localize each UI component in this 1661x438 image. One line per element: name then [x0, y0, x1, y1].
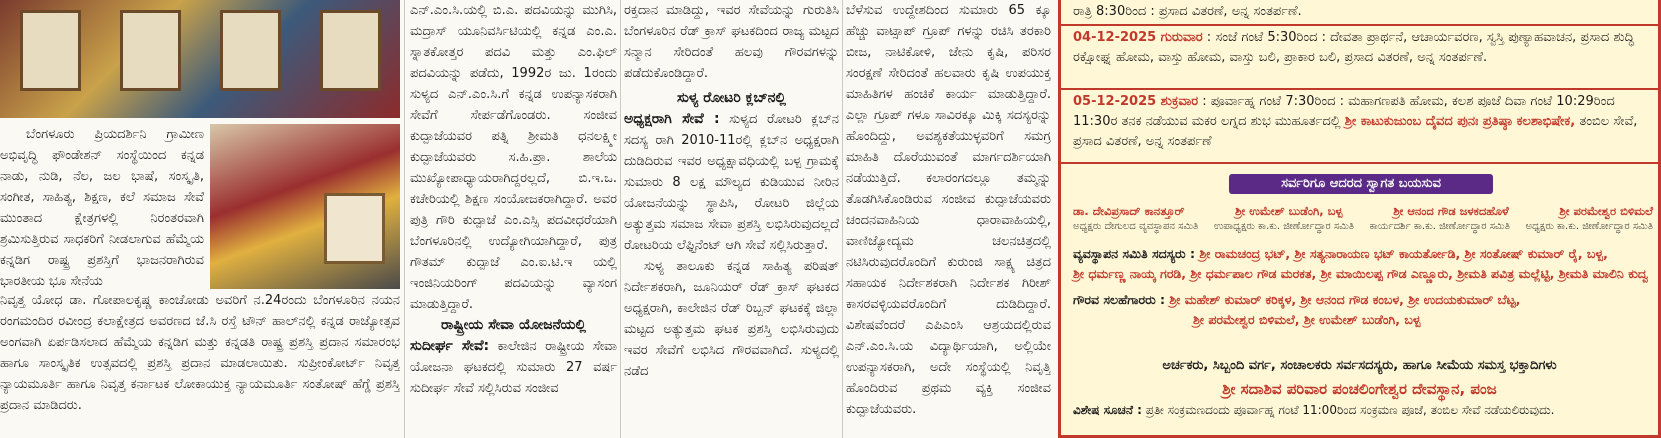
committee-label: ವ್ಯವಸ್ಥಾಪನ ಸಮಿತಿ ಸದಸ್ಯರು :: [1073, 246, 1195, 261]
ad-divider: [1061, 24, 1658, 26]
citation-frame: [220, 10, 281, 91]
article-column-1: [0, 0, 400, 438]
citation-frame: [120, 10, 181, 91]
ad-divider: [1061, 88, 1658, 90]
article-column-3: [624, 0, 839, 438]
host-roles: [1073, 221, 1653, 235]
article-paragraph: ಬೆಳೆಸುವ ಉದ್ದೇಶದಿಂದ ಸುಮಾರು 65 ಕ್ಕೂ ಹೆಚ್ಚು ವಾಟ್ಸಾಪ್ ಗ್ರೂಪ್ ಗಳನ್ನು ರಚಿಸಿ ತರಕಾರಿ ಬೀಜ, ನಾಟಿಕೋಳಿ, ಜೇನು ಕೃಷಿ, ಪರಿಸರ ಸಂರಕ್ಷಣೆ ಸೇರಿದಂತೆ ಹಲವಾರು ಕೃಷಿ ಉಪಯುಕ್ತ ಮಾಹಿತಿಗಳ ಹಂಚಿಕೆ ಕಾರ್ಯ ಮಾಡುತ್ತಿದ್ದಾರೆ. ಎಲ್ಲಾ ಗ್ರೂಪ್ ಗಳೂ ಸಾವಿರಕ್ಕೂ ಮಿಕ್ಕಿ ಸದಸ್ಯರನ್ನು ಹೊಂದಿದ್ದು, ಅವಶ್ಯಕತೆಯುಳ್ಳವರಿಗೆ ಸಮಗ್ರ ಮಾಹಿತಿ ದೊರೆಯುವಂತೆ ಮಾರ್ಗದರ್ಶಿಯಾಗಿ ನಡೆಯುತ್ತಿದೆ. ಕಲಾರಂಗದಲ್ಲೂ ತಮ್ಮನ್ನು ತೊಡಗಿಸಿಕೊಂಡಿರುವ ಸಂಜೀವ ಕುದ್ಪಾಜೆಯವರು ಚಂದನವಾಹಿನಿಯ ಧಾರಾವಾಹಿಯಲ್ಲಿ, ವಾಣಿಜ್ಯೋದ್ಯಮ ಚಲನಚಿತ್ರದಲ್ಲಿ ನಟಿಸಿರುವುದರೊಂದಿಗೆ ಕುರುಂಜಿ ಸಾಕ್ಷ್ಯ ಚಿತ್ರದ ಸಹಾಯಕ ನಿರ್ದೇಶಕರಾಗಿ ನಿರ್ದೇಶಕ ಗಿರೀಶ್ ಕಾಸರವಳ್ಳಿಯವರೊಂದಿಗೆ ದುಡಿದಿದ್ದಾರೆ. ವಿಶೇಷವೆಂದರೆ ಎಪಿಎಂಸಿ ಆಶ್ರಯದಲ್ಲಿರುವ ಎನ್.ಎಂ.ಸಿ.ಯ ವಿದ್ಯಾರ್ಥಿಯಾಗಿ, ಅಲ್ಲಿಯೇ ಉಪನ್ಯಾಸಕರಾಗಿ, ಅದೇ ಸಂಸ್ಥೆಯಲ್ಲಿ ನಿವೃತ್ತಿ ಹೊಂದಿರುವ ಪ್ರಥಮ ವ್ಯಕ್ತಿ ಸಂಜೀವ ಕುದ್ಪಾಜೆಯವರು.: [846, 3, 1051, 417]
citation-frame: [20, 10, 81, 91]
article-paragraph: [624, 109, 839, 256]
paragraph-text: ಸುಳ್ಯದ ರೋಟರಿ ಕ್ಲಬ್‌ನ ಸದಸ್ಯ ರಾಗಿ 2010-11ರಲ್ಲಿ ಕ್ಲಬ್‌ನ ಅಧ್ಯಕ್ಷರಾಗಿ ದುಡಿದಿರುವ ಇವರ ಅಧ್ಯಕ್ಷಾವಧಿಯಲ್ಲಿ ಬಳ್ಪ ಗ್ರಾಮಕ್ಕೆ ಸುಮಾರು 8 ಲಕ್ಷ ಮೌಲ್ಯದ ಕುಡಿಯುವ ನೀರಿನ ಯೋಜನೆಯನ್ನು ಸ್ಥಾಪಿಸಿ, ರೋಟರಿ ಜಿಲ್ಲೆಯ ಅತ್ಯುತ್ತಮ ಸಮಾಜ ಸೇವಾ ಪ್ರಶಸ್ತಿ ಲಭಿಸಿರುವುದಲ್ಲದೆ ರೋಟರಿಯ ಲೆಫ್ಟಿನೆಂಟ್ ಆಗಿ ಸೇವೆ ಸಲ್ಲಿಸಿರುತ್ತಾರೆ.: [624, 112, 839, 253]
citation-frame: [324, 193, 385, 264]
award-ceremony-photo: [0, 0, 400, 118]
welcome-banner: ಸರ್ವರಿಗೂ ಆದರದ ಸ್ವಾಗತ ಬಯಸುವ: [1229, 174, 1493, 194]
article-paragraph: ಬೆಂಗಳೂರು ಪ್ರಿಯದರ್ಶಿನಿ ಗ್ರಾಮೀಣ ಅಭಿವೃದ್ಧಿ ಫೌಂಡೇಶನ್ ಸಂಸ್ಥೆಯಿಂದ ಕನ್ನಡ ನಾಡು, ನುಡಿ, ನೆಲ, ಜಲ ಭಾಷೆ, ಸಂಸ್ಕೃತಿ, ಸಂಗೀತ, ಸಾಹಿತ್ಯ, ಶಿಕ್ಷಣ, ಕಲೆ ಸಮಾಜ ಸೇವೆ ಮುಂತಾದ ಕ್ಷೇತ್ರಗಳಲ್ಲಿ ನಿರಂತರವಾಗಿ ಶ್ರಮಿಸುತ್ತಿರುವ ಸಾಧಕರಿಗೆ ನೀಡಲಾಗುವ ಹೆಮ್ಮೆಯ ಕನ್ನಡಿಗ ರಾಷ್ಟ್ರ ಪ್ರಶಸ್ತಿಗೆ ಭಾಜನರಾಗಿರುವ ಭಾರತೀಯ ಭೂ ಸೇನೆಯ: [0, 127, 204, 289]
schedule-day-1: [1073, 28, 1653, 68]
host-role: ಕಾರ್ಯದರ್ಶಿ ಕಾ.ಕು. ಜೀರ್ಣೋದ್ಧಾರ ಸಮಿತಿ: [1369, 221, 1510, 232]
committee-members: [1073, 244, 1653, 284]
column-rule: [842, 0, 843, 438]
host-name: ಶ್ರೀ ಉಮೇಶ್ ಬುಡೆಂಗಿ, ಬಳ್ಪ: [1235, 204, 1343, 218]
schedule-day-2: [1073, 92, 1653, 152]
schedule-date: 05-12-2025 ಶುಕ್ರವಾರ: [1073, 94, 1199, 109]
article-paragraph: ನಿವೃತ್ತ ಯೋಧ ಡಾ. ಗೋಪಾಲಕೃಷ್ಣ ಕಾಂಚೋಡು ಅವರಿಗೆ ನ.24ರಂದು ಬೆಂಗಳೂರಿನ ನಯನ ರಂಗಮಂದಿರ ರವೀಂದ್ರ ಕಲಾಕ್ಷೇತ್ರದ ಅವರಣದ ಜೆ.ಸಿ ರಸ್ತೆ ಟೌನ್ ಹಾಲ್‌ನಲ್ಲಿ ಕನ್ನಡ ರಾಜ್ಯೋತ್ಸವ ಅಂಗವಾಗಿ ಏರ್ಪಡಿಸಲಾದ ಹೆಮ್ಮೆಯ ಕನ್ನಡಿಗ ಮತ್ತು ಕನ್ನಡತಿ ರಾಷ್ಟ್ರ ಪ್ರಶಸ್ತಿ ಪ್ರದಾನ ಸಮಾರಂಭ ಹಾಗೂ ಸಾಂಸ್ಕೃತಿಕ ಉತ್ಸವದಲ್ಲಿ ಪ್ರಶಸ್ತಿ ಪ್ರದಾನ ಮಾಡಲಾಯಿತು. ಸುಪ್ರೀಂಕೋರ್ಟ್ ನಿವೃತ್ತ ನ್ಯಾಯಮೂರ್ತಿ ಹಾಗೂ ನಿವೃತ್ತ ಕರ್ನಾಟಕ ಲೋಕಾಯುಕ್ತ ನ್ಯಾಯಮೂರ್ತಿ ಸಂತೋಷ್ ಹೆಗ್ಡೆ ಪ್ರಶಸ್ತಿ ಪ್ರದಾನ ಮಾಡಿದರು.: [0, 293, 400, 413]
host-role: ಅಧ್ಯಕ್ಷರು ಕಾ.ಕು. ಜೀರ್ಣೋದ್ಧಾರ ಸಮಿತಿ: [1525, 221, 1653, 232]
article-paragraph: ಎನ್.ಎಂ.ಸಿ.ಯಲ್ಲಿ ಬಿ.ಎ. ಪದವಿಯನ್ನು ಮುಗಿಸಿ, ಮದ್ರಾಸ್ ಯೂನಿವರ್ಸಿಟಿಯಲ್ಲಿ ಕನ್ನಡ ಎಂ.ಎ. ಸ್ನಾತಕೋತ್ತರ ಪದವಿ ಮತ್ತು ಎಂ.ಫಿಲ್ ಪದವಿಯನ್ನು ಪಡೆದು, 1992ರ ಜು. 1ರಂದು ಸುಳ್ಯದ ಎನ್.ಎಂ.ಸಿ.ಗೆ ಕನ್ನಡ ಉಪನ್ಯಾಸಕರಾಗಿ ಸೇವೆಗೆ ಸೇರ್ಪಡೆಗೊಂಡರು. ಸಂಜೀವ ಕುದ್ಪಾಜೆಯವರ ಪತ್ನಿ ಶ್ರೀಮತಿ ಧನಲಕ್ಷ್ಮೀ ಕುದ್ಪಾಜೆಯವರು ಸ.ಹಿ.ಪ್ರಾ. ಶಾಲೆಯ ಮುಖ್ಯೋಪಾಧ್ಯಾಯರಾಗಿದ್ದರಲ್ಲದೆ, ಬಿ.ಇ.ಒ. ಕಚೇರಿಯಲ್ಲಿ ಶಿಕ್ಷಣ ಸಂಯೋಜಕರಾಗಿದ್ದಾರೆ. ಅವರ ಪುತ್ರಿ ಗೌರಿ ಕುದ್ಪಾಜೆ ಎಂ.ಎಸ್ಸಿ ಪದವೀಧರೆಯಾಗಿ ಬೆಂಗಳೂರಿನಲ್ಲಿ ಉದ್ಯೋಗಿಯಾಗಿದ್ದಾರೆ, ಪುತ್ರ ಗೌತಮ್ ಕುದ್ಪಾಜೆ ಎಂ.ಐ.ಟಿ.ಇ ಯಲ್ಲಿ ಇಂಜಿನಿಯರಿಂಗ್ ಪದವಿಯನ್ನು ವ್ಯಾಸಂಗ ಮಾಡುತ್ತಿದ್ದಾರೆ.: [410, 3, 617, 312]
article-paragraph: ಸುಳ್ಯ ತಾಲೂಕು ಕನ್ನಡ ಸಾಹಿತ್ಯ ಪರಿಷತ್ ನಿರ್ದೇಶಕರಾಗಿ, ಜೂನಿಯರ್ ರೆಡ್ ಕ್ರಾಸ್ ಘಟಕದ ಅಧ್ಯಕ್ಷರಾಗಿ, ಕಾಲೇಜಿನ ರೆಡ್ ರಿಬ್ಬನ್ ಘಟಕಕ್ಕೆ ಜಿಲ್ಲಾ ಮಟ್ಟದ ಅತ್ಯುತ್ತಮ ಘಟಕ ಪ್ರಶಸ್ತಿ ಲಭಿಸಿರುವುದು ಇವರ ಸೇವೆಗೆ ಲಭಿಸಿದ ಗೌರವವಾಗಿದೆ. ಸುಳ್ಯದಲ್ಲಿ ನಡೆದ: [624, 259, 839, 379]
schedule-text: : ಪೂರ್ವಾಹ್ನ ಗಂಟೆ 7:30ರಿಂದ : ಮಹಾಗಣಪತಿ ಹೋಮ, ಕಲಶ ಪೂಜೆ ದಿವಾ ಗಂಟೆ 10:29ರಿಂದ 11:30ರ ತನಕ ನಡೆಯುವ ಮಕರ ಲಗ್ನದ ಶುಭ ಮುಹೂರ್ತದಲ್ಲಿ: [1073, 94, 1615, 129]
advisors-label: ಗೌರವ ಸಲಹೆಗಾರರು :: [1073, 292, 1166, 307]
host-name: ಶ್ರೀ ಪರಮೇಶ್ವರ ಬಿಳಿಮಲೆ: [1559, 204, 1653, 218]
section-subheading: ಸುಳ್ಯ ರೋಟರಿ ಕ್ಲಬ್‌ನಲ್ಲಿ: [676, 90, 787, 106]
committee-names: ಶ್ರೀ ರಾಮಚಂದ್ರ ಭಟ್, ಶ್ರೀ ಸತ್ಯನಾರಾಯಣ ಭಟ್ ಕಾಯರ್ತೋಡಿ, ಶ್ರೀ ಸಂತೋಷ್ ಕುಮಾರ್ ರೈ, ಬಳ್ಪ,: [1194, 246, 1608, 261]
schedule-date: 04-12-2025 ಗುರುವಾರ: [1073, 30, 1203, 45]
paragraph-text: ಕಾಲೇಜಿನ ರಾಷ್ಟ್ರೀಯ ಸೇವಾ ಯೋಜನಾ ಘಟಕದಲ್ಲಿ ಸುಮಾರು 27 ವರ್ಷ ಸುದೀರ್ಘ ಸೇವೆ ಸಲ್ಲಿಸಿರುವ ಸಂಜೀವ: [410, 339, 617, 396]
advisor-names: ಶ್ರೀ ಮಹೇಶ್ ಕುಮಾರ್ ಕರಿಕ್ಕಳ, ಶ್ರೀ ಆನಂದ ಗೌಡ ಕಂಬಳ, ಶ್ರೀ ಉದಯಕುಮಾರ್ ಬೆಟ್ಟ,: [1165, 292, 1521, 307]
host-role: ಉಪಾಧ್ಯಕ್ಷರು ಕಾ.ಕು. ಜೀರ್ಣೋದ್ಧಾರ ಸಮಿತಿ: [1213, 221, 1355, 232]
column-rule: [404, 0, 405, 438]
article-text-block: [0, 124, 204, 292]
schedule-text: ತಂಬಿಲ ಸೇವೆ, ಪ್ರಸಾದ ವಿತರಣೆ, ಅನ್ನ ಸಂತರ್ಪಣೆ: [1073, 114, 1638, 149]
ad-line: ರಾತ್ರಿ 8:30ರಿಂದ : ಪ್ರಸಾದ ವಿತರಣೆ, ಅನ್ನ ಸಂತರ್ಪಣೆ.: [1073, 4, 1302, 19]
advisor-names: ಶ್ರೀ ಪರಮೇಶ್ವರ ಬಿಳಿಮಲೆ, ಶ್ರೀ ಉಮೇಶ್ ಬುಡೆಂಗಿ, ಬಳ್ಪ: [1193, 312, 1421, 327]
article-paragraph: [410, 336, 617, 399]
awardee-photo: [210, 124, 400, 289]
article-column-4: [846, 0, 1051, 438]
column-rule: [620, 0, 621, 438]
paragraph-lead: ಸುದೀರ್ಘ ಸೇವೆ:: [410, 338, 490, 354]
notice-label: ವಿಶೇಷ ಸೂಚನೆ :: [1073, 403, 1142, 417]
host-name: ಶ್ರೀ ಆನಂದ ಗೌಡ ಜಳಕದಹೊಳೆ: [1393, 204, 1509, 218]
notice-text: ಪ್ರತೀ ಸಂಕ್ರಮಣದಂದು ಪೂರ್ವಾಹ್ನ ಗಂಟೆ 11:00ರಿಂದ ಸಂಕ್ರಮಣ ಪೂಜೆ, ತಂಬಿಲ ಸೇವೆ ನಡೆಯಲಿರುವುದು.: [1141, 403, 1555, 417]
article-column-2: [410, 0, 617, 438]
section-subheading: ರಾಷ್ಟ್ರೀಯ ಸೇವಾ ಯೋಜನೆಯಲ್ಲಿ: [440, 317, 587, 333]
special-notice: [1073, 403, 1653, 418]
temple-name: ಶ್ರೀ ಸದಾಶಿವ ಪರಿವಾರ ಪಂಚಲಿಂಗೇಶ್ವರ ದೇವಸ್ಥಾನ, ಪಂಜ: [1222, 380, 1497, 398]
article-paragraph: ರಕ್ತದಾನ ಮಾಡಿದ್ದು, ಇವರ ಸೇವೆಯನ್ನು ಗುರುತಿಸಿ ಬೆಂಗಳೂರಿನ ರೆಡ್ ಕ್ರಾಸ್ ಘಟಕದಿಂದ ರಾಜ್ಯ ಮಟ್ಟದ ಸನ್ಮಾನ ಸೇರಿದಂತೆ ಹಲವು ಗೌರವಗಳನ್ನು ಪಡೆದುಕೊಂಡಿದ್ದಾರೆ.: [624, 3, 839, 81]
schedule-text: : ಸಂಜೆ ಗಂಟೆ 5:30ರಿಂದ : ದೇವತಾ ಪ್ರಾರ್ಥನೆ, ಆಚಾರ್ಯವರಣ, ಸ್ವಸ್ತಿ ಪುಣ್ಯಾಹವಾಚನ, ಪ್ರಸಾದ ಶುದ್ಧಿ ರಕ್ಷೋಘ್ನ ಹೋಮ, ವಾಸ್ತು ಹೋಮ, ವಾಸ್ತು ಬಲಿ, ಪ್ರಾಕಾರ ಬಲಿ, ಪ್ರಸಾದ ವಿತರಣೆ, ಅನ್ನ ಸಂತರ್ಪಣೆ.: [1073, 30, 1635, 65]
citation-frame: [320, 10, 381, 91]
host-name: ಡಾ. ದೇವಿಪ್ರಸಾದ್ ಕಾನತ್ತೂರ್: [1073, 204, 1185, 218]
organisers-line: ಅರ್ಚಕರು, ಸಿಬ್ಬಂದಿ ವರ್ಗ, ಸಂಚಾಲಕರು ಸರ್ವಸದಸ್ಯರು, ಹಾಗೂ ಸೀಮೆಯ ಸಮಸ್ತ ಭಕ್ತಾದಿಗಳು: [1162, 358, 1557, 373]
host-names: [1073, 204, 1653, 220]
schedule-highlight: ಶ್ರೀ ಕಾಟುಕುಜುಂಬ ದೈವದ ಪುನಃ ಪ್ರತಿಷ್ಠಾ ಕಲಶಾಭಿಷೇಕ,: [1344, 114, 1576, 129]
honorary-advisors: [1073, 290, 1653, 330]
article-text-block: [0, 290, 400, 416]
temple-event-advertisement: [1058, 0, 1661, 438]
committee-names: ಶ್ರೀ ಧರ್ಮಣ್ಣ ನಾಯ್ಕ ಗರಡಿ, ಶ್ರೀ ಧರ್ಮಪಾಲ ಗೌಡ ಮರಕತ, ಶ್ರೀ ಮಾಯಿಲಪ್ಪ ಗೌಡ ಎಣ್ಣೂರು, ಶ್ರೀಮತಿ ಪವಿತ್ರ ಮಲ್ಲೆಟ್ಟಿ, ಶ್ರೀಮತಿ ಮಾಲಿನಿ ಕುದ್ವ: [1073, 266, 1649, 281]
paragraph-lead: ಅಧ್ಯಕ್ಷರಾಗಿ ಸೇವೆ :: [624, 111, 720, 127]
ad-divider: [1061, 162, 1658, 164]
host-role: ಅಧ್ಯಕ್ಷರು ದೇಗುಲದ ವ್ಯವಸ್ಥಾಪನ ಸಮಿತಿ: [1073, 221, 1199, 232]
